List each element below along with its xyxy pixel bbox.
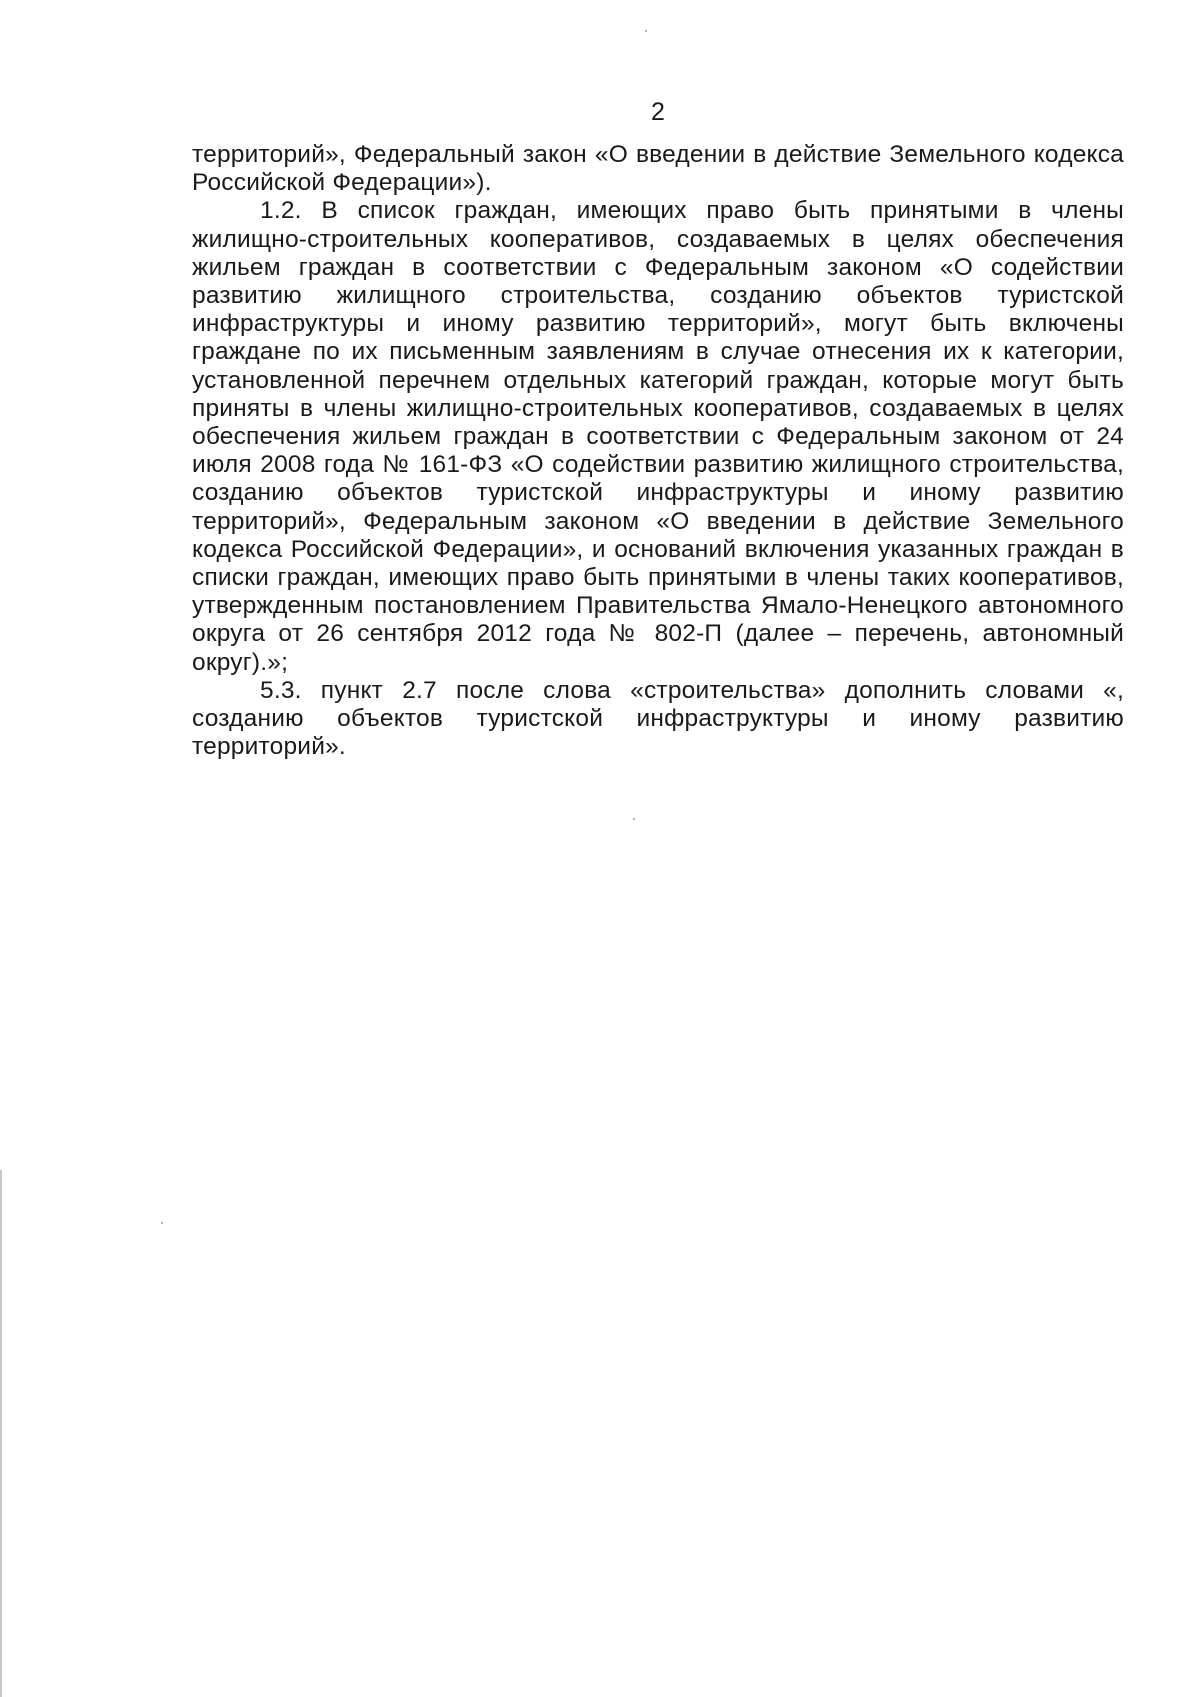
scan-speck bbox=[161, 1222, 163, 1224]
paragraph-clause-1-2: 1.2. В список граждан, имеющих право быть принятыми в члены жилищно-строительных кооперативов, создаваемых в целях обеспечения жильем граждан в соответствии с Федеральным законом «О содействии развитию жилищного строительства, созданию объектов туристской инфраструктуры и иному развитию территорий», могут быть включены граждане по их письменным заявлениям в случае отнесения их к категории, установленной перечнем отдельных категорий граждан, которые могут быть приняты в члены жилищно-строительных кооперативов, создаваемых в целях обеспечения жильем граждан в соответствии с Федеральным законом от 24 июля 2008 года № 161-ФЗ «О содействии развитию жилищного строительства, созданию объектов туристской инфраструктуры и иному развитию территорий», Федеральным законом «О введении в действие Земельного кодекса Российской Федерации», и оснований включения указанных граждан в списки граждан, имеющих право быть принятыми в члены таких кооперативов, утвержденным постановлением Правительства Ямало-Ненецкого автономного округа от 26 сентября 2012 года № 802-П (далее – перечень, автономный округ).»; bbox=[192, 197, 1124, 676]
document-body bbox=[192, 141, 1124, 761]
page-number: 2 bbox=[651, 98, 665, 126]
scan-speck bbox=[645, 30, 647, 32]
scan-speck bbox=[633, 818, 635, 820]
scan-edge-mark bbox=[0, 1170, 2, 1697]
paragraph-continuation: территорий», Федеральный закон «О введении в действие Земельного кодекса Российской Федерации»). bbox=[192, 141, 1124, 197]
paragraph-clause-5-3: 5.3. пункт 2.7 после слова «строительства» дополнить словами «, созданию объектов туристской инфраструктуры и иному развитию территорий». bbox=[192, 676, 1124, 761]
